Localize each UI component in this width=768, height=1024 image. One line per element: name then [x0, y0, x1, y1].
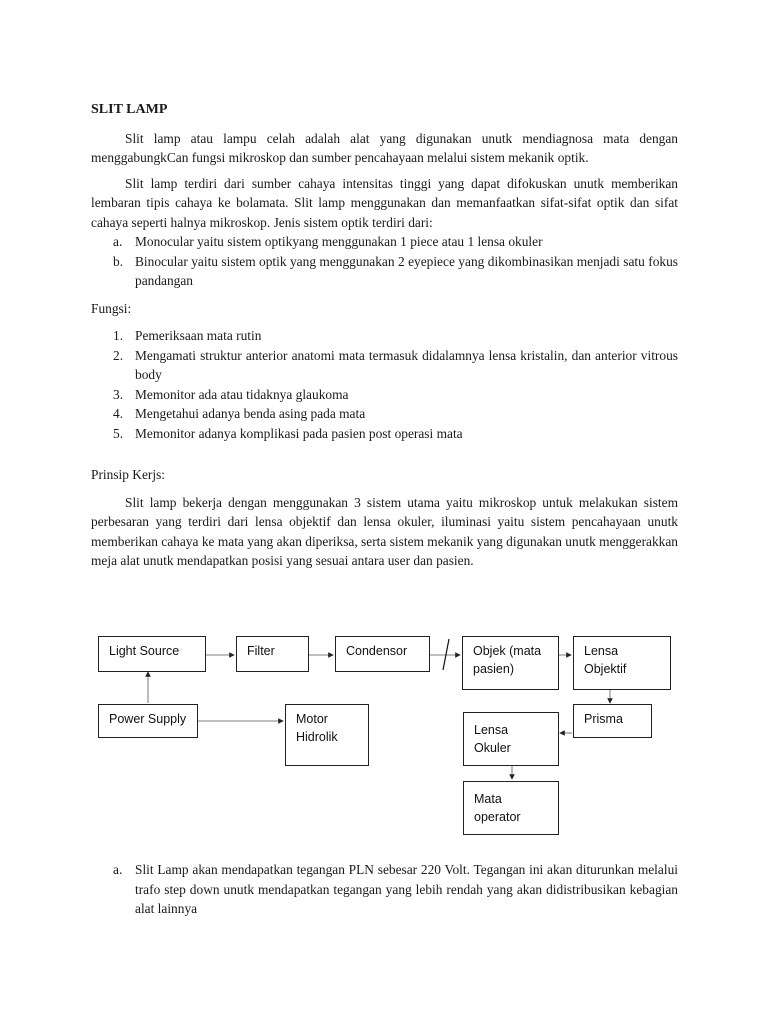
lensa-okuler-box — [463, 712, 559, 766]
motor-hidrolik-label: Motor Hidrolik — [296, 712, 338, 744]
list-text: Binocular yaitu sistem optik yang menggunakan 2 eyepiece yang dikombinasikan menjadi satu fokus pandangan — [135, 253, 678, 288]
power-supply-label: Power Supply — [109, 712, 187, 726]
lensa-okuler-label: Lensa Okuler — [474, 723, 511, 755]
list-text: Mengamati struktur anterior anatomi mata termasuk didalamnya lensa kristalin, dan anterior vitrous body — [135, 347, 678, 382]
filter-label: Filter — [247, 644, 275, 658]
list-marker: 5. — [113, 425, 124, 441]
prinsip-heading: Prinsip Kerjs: — [91, 467, 166, 482]
list-marker: 3. — [113, 386, 124, 402]
power-supply-box — [98, 704, 198, 738]
light-source-label: Light Source — [109, 644, 180, 658]
list-marker: 2. — [113, 347, 124, 363]
condensor-box — [335, 636, 430, 672]
lensa-objektif-label: Lensa Objektif — [584, 644, 627, 676]
list-text: Memonitor ada atau tidaknya glaukoma — [135, 386, 349, 402]
objek-box — [462, 636, 559, 690]
list-text: Pemeriksaan mata rutin — [135, 328, 262, 343]
objek-label: Objek (mata pasien) — [473, 644, 542, 676]
prinsip-paragraph: Slit lamp bekerja dengan menggunakan 3 sistem utama yaitu mikroskop untuk melakukan sistem perbesaran yang terdiri dari lensa objektif dan lensa okuler, iluminasi yaitu sistem pencahayaan unutk memberikan cahaya ke mata yang akan diperiksa, serta sistem mekanik yang digunakan unutk menggerakkan meja alat unutk mendapatkan posisi yang sesuai antara user dan pasien. — [91, 494, 678, 568]
mata-operator-box — [463, 781, 559, 835]
light-source-box — [98, 636, 206, 672]
filter-box — [236, 636, 309, 672]
list-text: Mengetahui adanya benda asing pada mata — [135, 406, 366, 421]
list-text: Slit Lamp akan mendapatkan tegangan PLN sebesar 220 Volt. Tegangan ini akan diturunkan melalui trafo step down unutk mendapatkan tegangan yang lebih rendah yang akan didistribusikan kebagian alat lainnya — [135, 862, 678, 916]
list-marker: b. — [113, 253, 124, 269]
intro-paragraph: Slit lamp atau lampu celah adalah alat yang digunakan unutk mendiagnosa mata dengan menggabungkCan fungsi mikroskop dan sumber pencahayaan melalui sistem mekanik optik. — [91, 130, 678, 165]
condensor-label: Condensor — [346, 644, 408, 658]
prisma-label: Prisma — [584, 712, 623, 726]
list-marker: a. — [113, 234, 123, 249]
document-title: SLIT LAMP — [91, 102, 168, 117]
slit-mark — [443, 639, 449, 670]
list-marker: a. — [113, 862, 123, 877]
optics-paragraph: Slit lamp terdiri dari sumber cahaya intensitas tinggi yang dapat difokuskan unutk memberikan lembaran tipis cahaya ke bolamata. Slit lamp menggunakan dan memanfaatkan sifat-sifat optik dan sifat cahaya seperti halnya mikroskop. Jenis sistem optik terdiri dari: — [91, 175, 678, 230]
list-item — [91, 860, 678, 919]
bottom-list — [91, 860, 678, 919]
list-marker: 1. — [113, 328, 124, 343]
mata-operator-label: Mata operator — [474, 792, 521, 824]
motor-hidrolik-box — [285, 704, 369, 766]
prisma-box — [573, 704, 652, 738]
list-marker: 4. — [113, 406, 124, 421]
lensa-objektif-box — [573, 636, 671, 690]
list-text: Monocular yaitu sistem optikyang menggunakan 1 piece atau 1 lensa okuler — [135, 234, 543, 249]
fungsi-heading: Fungsi: — [91, 300, 132, 316]
list-text: Memonitor adanya komplikasi pada pasien post operasi mata — [135, 425, 463, 441]
